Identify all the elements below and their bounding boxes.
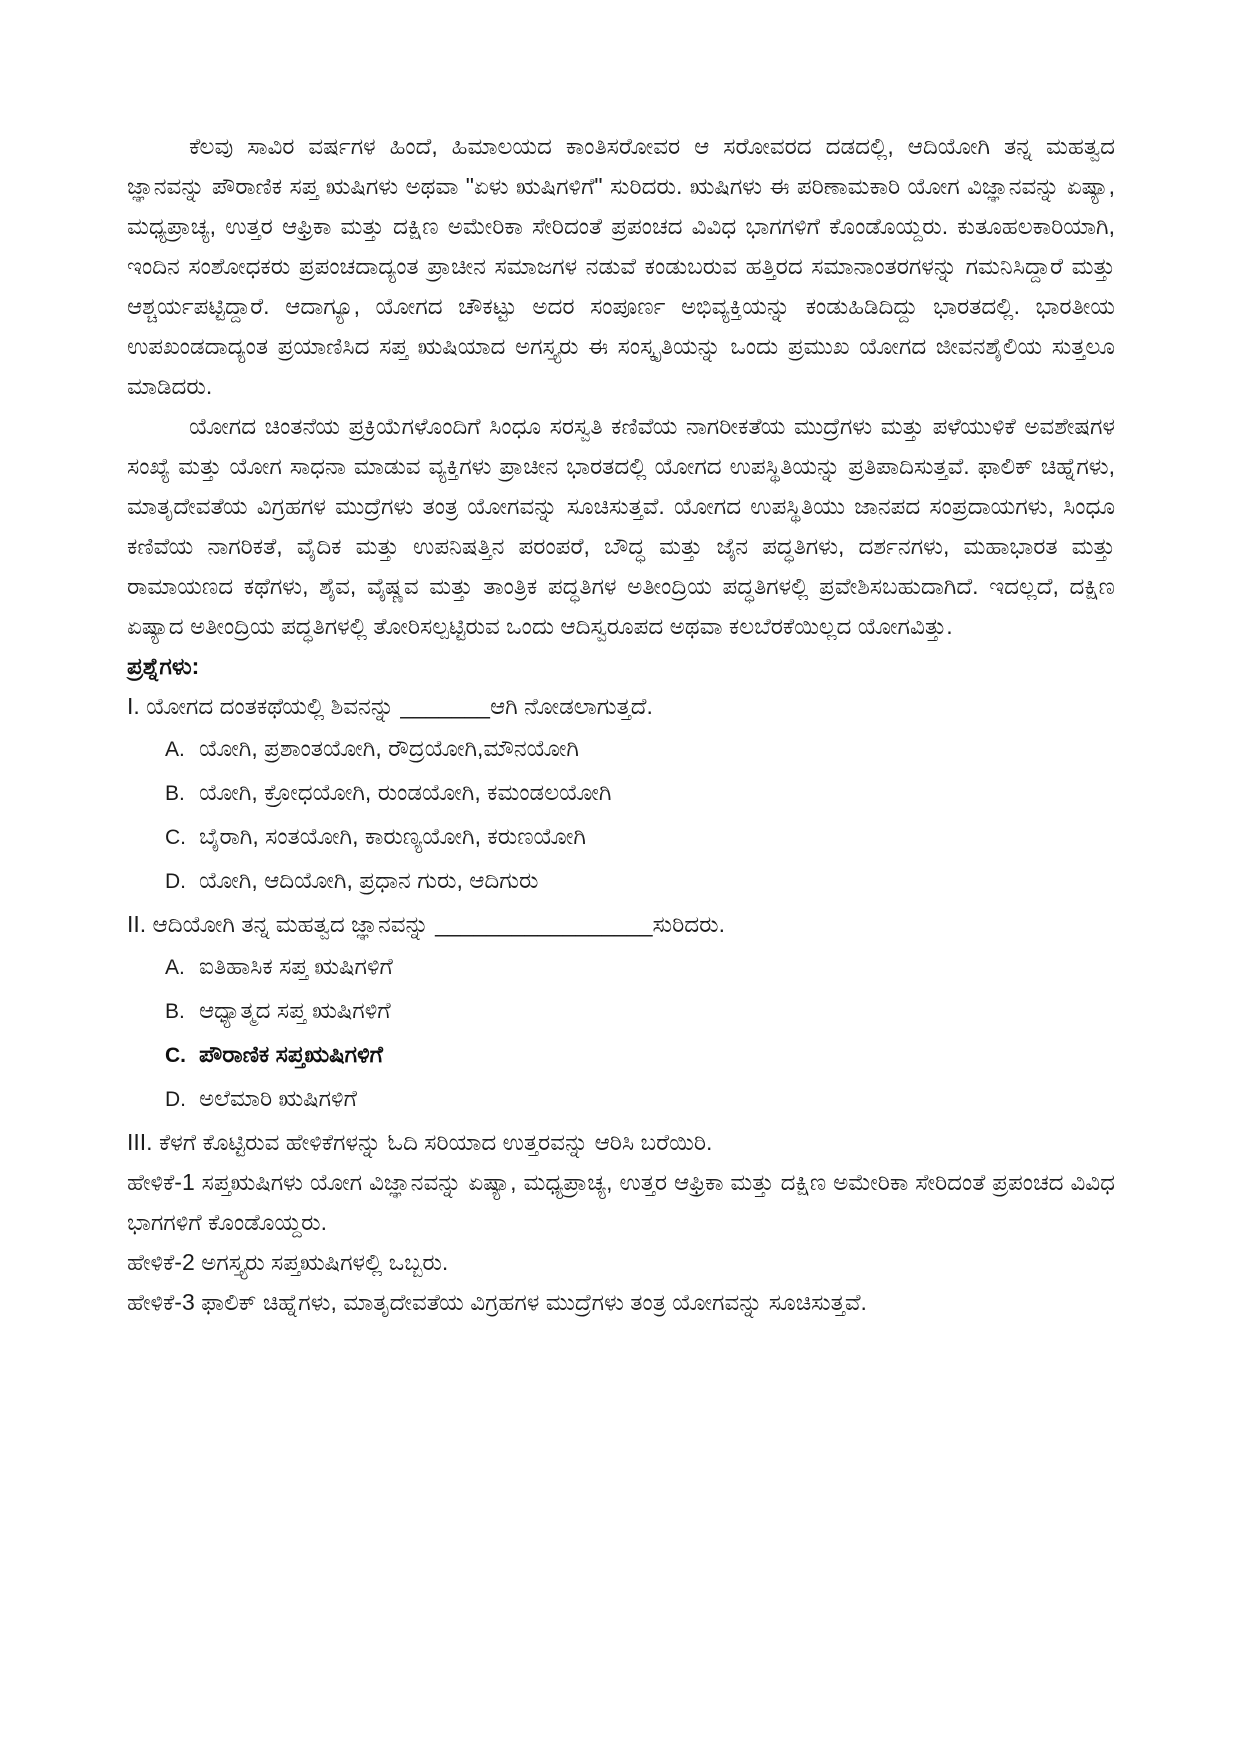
option-label: C. xyxy=(165,1044,186,1067)
option-text: ಯೋಗಿ, ಪ್ರಶಾಂತಯೋಗಿ, ರೌದ್ರಯೋಗಿ,ಮೌನಯೋಗಿ xyxy=(199,735,580,761)
option-label: C. xyxy=(165,826,186,849)
question-1-option-d xyxy=(165,860,1115,902)
option-label: D. xyxy=(165,870,186,893)
option-label: B. xyxy=(165,1000,185,1023)
option-text: ಯೋಗಿ, ಆದಿಯೋಗಿ, ಪ್ರಧಾನ ಗುರು, ಆದಿಗುರು xyxy=(199,867,539,893)
statement-1: ಹೇಳಿಕೆ-1 ಸಪ್ತಋಷಿಗಳು ಯೋಗ ವಿಜ್ಞಾನವನ್ನು ಏಷ್ಯಾ, ಮಧ್ಯಪ್ರಾಚ್ಯ, ಉತ್ತರ ಆಫ್ರಿಕಾ ಮತ್ತು ದಕ್ಷಿಣ ಅಮೇರಿಕಾ ಸೇರಿದಂತೆ ಪ್ರಪಂಚದ ವಿವಿಧ ಭಾಗಗಳಿಗೆ ಕೊಂಡೊಯ್ದರು. xyxy=(127,1169,1115,1235)
option-text: ಯೋಗಿ, ಕ್ರೋಧಯೋಗಿ, ರುಂಡಯೋಗಿ, ಕಮಂಡಲಯೋಗಿ xyxy=(199,779,612,805)
option-label: B. xyxy=(165,782,185,805)
option-text: ಐತಿಹಾಸಿಕ ಸಪ್ತ ಋಷಿಗಳಿಗೆ xyxy=(199,953,393,979)
option-text: ಬೈರಾಗಿ, ಸಂತಯೋಗಿ, ಕಾರುಣ್ಯಯೋಗಿ, ಕರುಣಯೋಗಿ xyxy=(199,823,586,849)
paragraph-adiyogi: ಕೆಲವು ಸಾವಿರ ವರ್ಷಗಳ ಹಿಂದೆ, ಹಿಮಾಲಯದ ಕಾಂತಿಸರೋವರ ಆ ಸರೋವರದ ದಡದಲ್ಲಿ, ಆದಿಯೋಗಿ ತನ್ನ ಮಹತ್ವದ ಜ್ಞಾನವನ್ನು ಪೌರಾಣಿಕ ಸಪ್ತ ಋಷಿಗಳು ಅಥವಾ "ಏಳು ಋಷಿಗಳಿಗೆ" ಸುರಿದರು. ಋಷಿಗಳು ಈ ಪರಿಣಾಮಕಾರಿ ಯೋಗ ವಿಜ್ಞಾನವನ್ನು ಏಷ್ಯಾ, ಮಧ್ಯಪ್ರಾಚ್ಯ, ಉತ್ತರ ಆಫ್ರಿಕಾ ಮತ್ತು ದಕ್ಷಿಣ ಅಮೇರಿಕಾ ಸೇರಿದಂತೆ ಪ್ರಪಂಚದ ವಿವಿಧ ಭಾಗಗಳಿಗೆ ಕೊಂಡೊಯ್ದರು. ಕುತೂಹಲಕಾರಿಯಾಗಿ, ಇಂದಿನ ಸಂಶೋಧಕರು ಪ್ರಪಂಚದಾದ್ಯಂತ ಪ್ರಾಚೀನ ಸಮಾಜಗಳ ನಡುವೆ ಕಂಡುಬರುವ ಹತ್ತಿರದ ಸಮಾನಾಂತರಗಳನ್ನು ಗಮನಿಸಿದ್ದಾರೆ ಮತ್ತು ಆಶ್ಚರ್ಯಪಟ್ಟಿದ್ದಾರೆ. ಆದಾಗ್ಯೂ, ಯೋಗದ ಚೌಕಟ್ಟು ಅದರ ಸಂಪೂರ್ಣ ಅಭಿವ್ಯಕ್ತಿಯನ್ನು ಕಂಡುಹಿಡಿದಿದ್ದು ಭಾರತದಲ್ಲಿ. ಭಾರತೀಯ ಉಪಖಂಡದಾದ್ಯಂತ ಪ್ರಯಾಣಿಸಿದ ಸಪ್ತ ಋಷಿಯಾದ ಅಗಸ್ತ್ಯರು ಈ ಸಂಸ್ಕೃತಿಯನ್ನು ಒಂದು ಪ್ರಮುಖ ಯೋಗದ ಜೀವನಶೈಲಿಯ ಸುತ್ತಲೂ ಮಾಡಿದರು. xyxy=(127,133,1115,399)
questions-heading: ಪ್ರಶ್ನೆಗಳು: xyxy=(127,653,200,679)
question-2 xyxy=(127,904,1115,1120)
question-3 xyxy=(127,1122,1115,1322)
statement-3: ಹೇಳಿಕೆ-3 ಫಾಲಿಕ್ ಚಿಹ್ನೆಗಳು, ಮಾತೃದೇವತೆಯ ವಿಗ್ರಹಗಳ ಮುದ್ರೆಗಳು ತಂತ್ರ ಯೋಗವನ್ನು ಸೂಚಿಸುತ್ತವೆ. xyxy=(127,1289,867,1315)
question-2-prompt: II. ಆದಿಯೋಗಿ ತನ್ನ ಮಹತ್ವದ ಜ್ಞಾನವನ್ನು _________________ಸುರಿದರು. xyxy=(127,911,725,937)
question-1 xyxy=(127,686,1115,902)
question-2-option-c-answer xyxy=(165,1034,1115,1076)
question-2-option-a xyxy=(165,946,1115,988)
option-label: D. xyxy=(165,1088,186,1111)
option-text: ಪೌರಾಣಿಕ ಸಪ್ತಋಷಿಗಳಿಗೆ xyxy=(199,1041,383,1067)
option-text: ಅಲೆಮಾರಿ ಋಷಿಗಳಿಗೆ xyxy=(199,1085,357,1111)
question-1-prompt: I. ಯೋಗದ ದಂತಕಥೆಯಲ್ಲಿ ಶಿವನನ್ನು _______ಆಗಿ ನೋಡಲಾಗುತ್ತದೆ. xyxy=(127,693,653,719)
paragraph-indus-valley: ಯೋಗದ ಚಿಂತನೆಯ ಪ್ರಕ್ರಿಯೆಗಳೊಂದಿಗೆ ಸಿಂಧೂ ಸರಸ್ವತಿ ಕಣಿವೆಯ ನಾಗರೀಕತೆಯ ಮುದ್ರೆಗಳು ಮತ್ತು ಪಳೆಯುಳಿಕೆ ಅವಶೇಷಗಳ ಸಂಖ್ಯೆ ಮತ್ತು ಯೋಗ ಸಾಧನಾ ಮಾಡುವ ವ್ಯಕ್ತಿಗಳು ಪ್ರಾಚೀನ ಭಾರತದಲ್ಲಿ ಯೋಗದ ಉಪಸ್ಥಿತಿಯನ್ನು ಪ್ರತಿಪಾದಿಸುತ್ತವೆ. ಫಾಲಿಕ್ ಚಿಹ್ನೆಗಳು, ಮಾತೃದೇವತೆಯ ವಿಗ್ರಹಗಳ ಮುದ್ರೆಗಳು ತಂತ್ರ ಯೋಗವನ್ನು ಸೂಚಿಸುತ್ತವೆ. ಯೋಗದ ಉಪಸ್ಥಿತಿಯು ಜಾನಪದ ಸಂಪ್ರದಾಯಗಳು, ಸಿಂಧೂ ಕಣಿವೆಯ ನಾಗರಿಕತೆ, ವೈದಿಕ ಮತ್ತು ಉಪನಿಷತ್ತಿನ ಪರಂಪರೆ, ಬೌದ್ಧ ಮತ್ತು ಜೈನ ಪದ್ಧತಿಗಳು, ದರ್ಶನಗಳು, ಮಹಾಭಾರತ ಮತ್ತು ರಾಮಾಯಣದ ಕಥೆಗಳು, ಶೈವ, ವೈಷ್ಣವ ಮತ್ತು ತಾಂತ್ರಿಕ ಪದ್ಧತಿಗಳ ಅತೀಂದ್ರಿಯ ಪದ್ಧತಿಗಳಲ್ಲಿ ಪ್ರವೇಶಿಸಬಹುದಾಗಿದೆ. ಇದಲ್ಲದೆ, ದಕ್ಷಿಣ ಏಷ್ಯಾದ ಅತೀಂದ್ರಿಯ ಪದ್ಧತಿಗಳಲ್ಲಿ ತೋರಿಸಲ್ಪಟ್ಟಿರುವ ಒಂದು ಆದಿಸ್ವರೂಪದ ಅಥವಾ ಕಲಬೆರಕೆಯಿಲ್ಲದ ಯೋಗವಿತ್ತು. xyxy=(127,413,1115,639)
question-1-option-c xyxy=(165,816,1115,858)
question-2-option-d xyxy=(165,1078,1115,1120)
option-label: A. xyxy=(165,738,185,761)
question-2-options xyxy=(165,946,1115,1120)
option-text: ಆಧ್ಯಾತ್ಮದ ಸಪ್ತ ಋಷಿಗಳಿಗೆ xyxy=(199,997,391,1023)
statement-2: ಹೇಳಿಕೆ-2 ಅಗಸ್ತ್ಯರು ಸಪ್ತಋಷಿಗಳಲ್ಲಿ ಒಬ್ಬರು. xyxy=(127,1249,449,1275)
question-3-prompt: III. ಕೆಳಗೆ ಕೊಟ್ಟಿರುವ ಹೇಳಿಕೆಗಳನ್ನು ಓದಿ ಸರಿಯಾದ ಉತ್ತರವನ್ನು ಆರಿಸಿ ಬರೆಯಿರಿ. xyxy=(127,1129,713,1155)
option-label: A. xyxy=(165,956,185,979)
question-2-option-b xyxy=(165,990,1115,1032)
question-1-options xyxy=(165,728,1115,902)
question-1-option-b xyxy=(165,772,1115,814)
question-1-option-a xyxy=(165,728,1115,770)
